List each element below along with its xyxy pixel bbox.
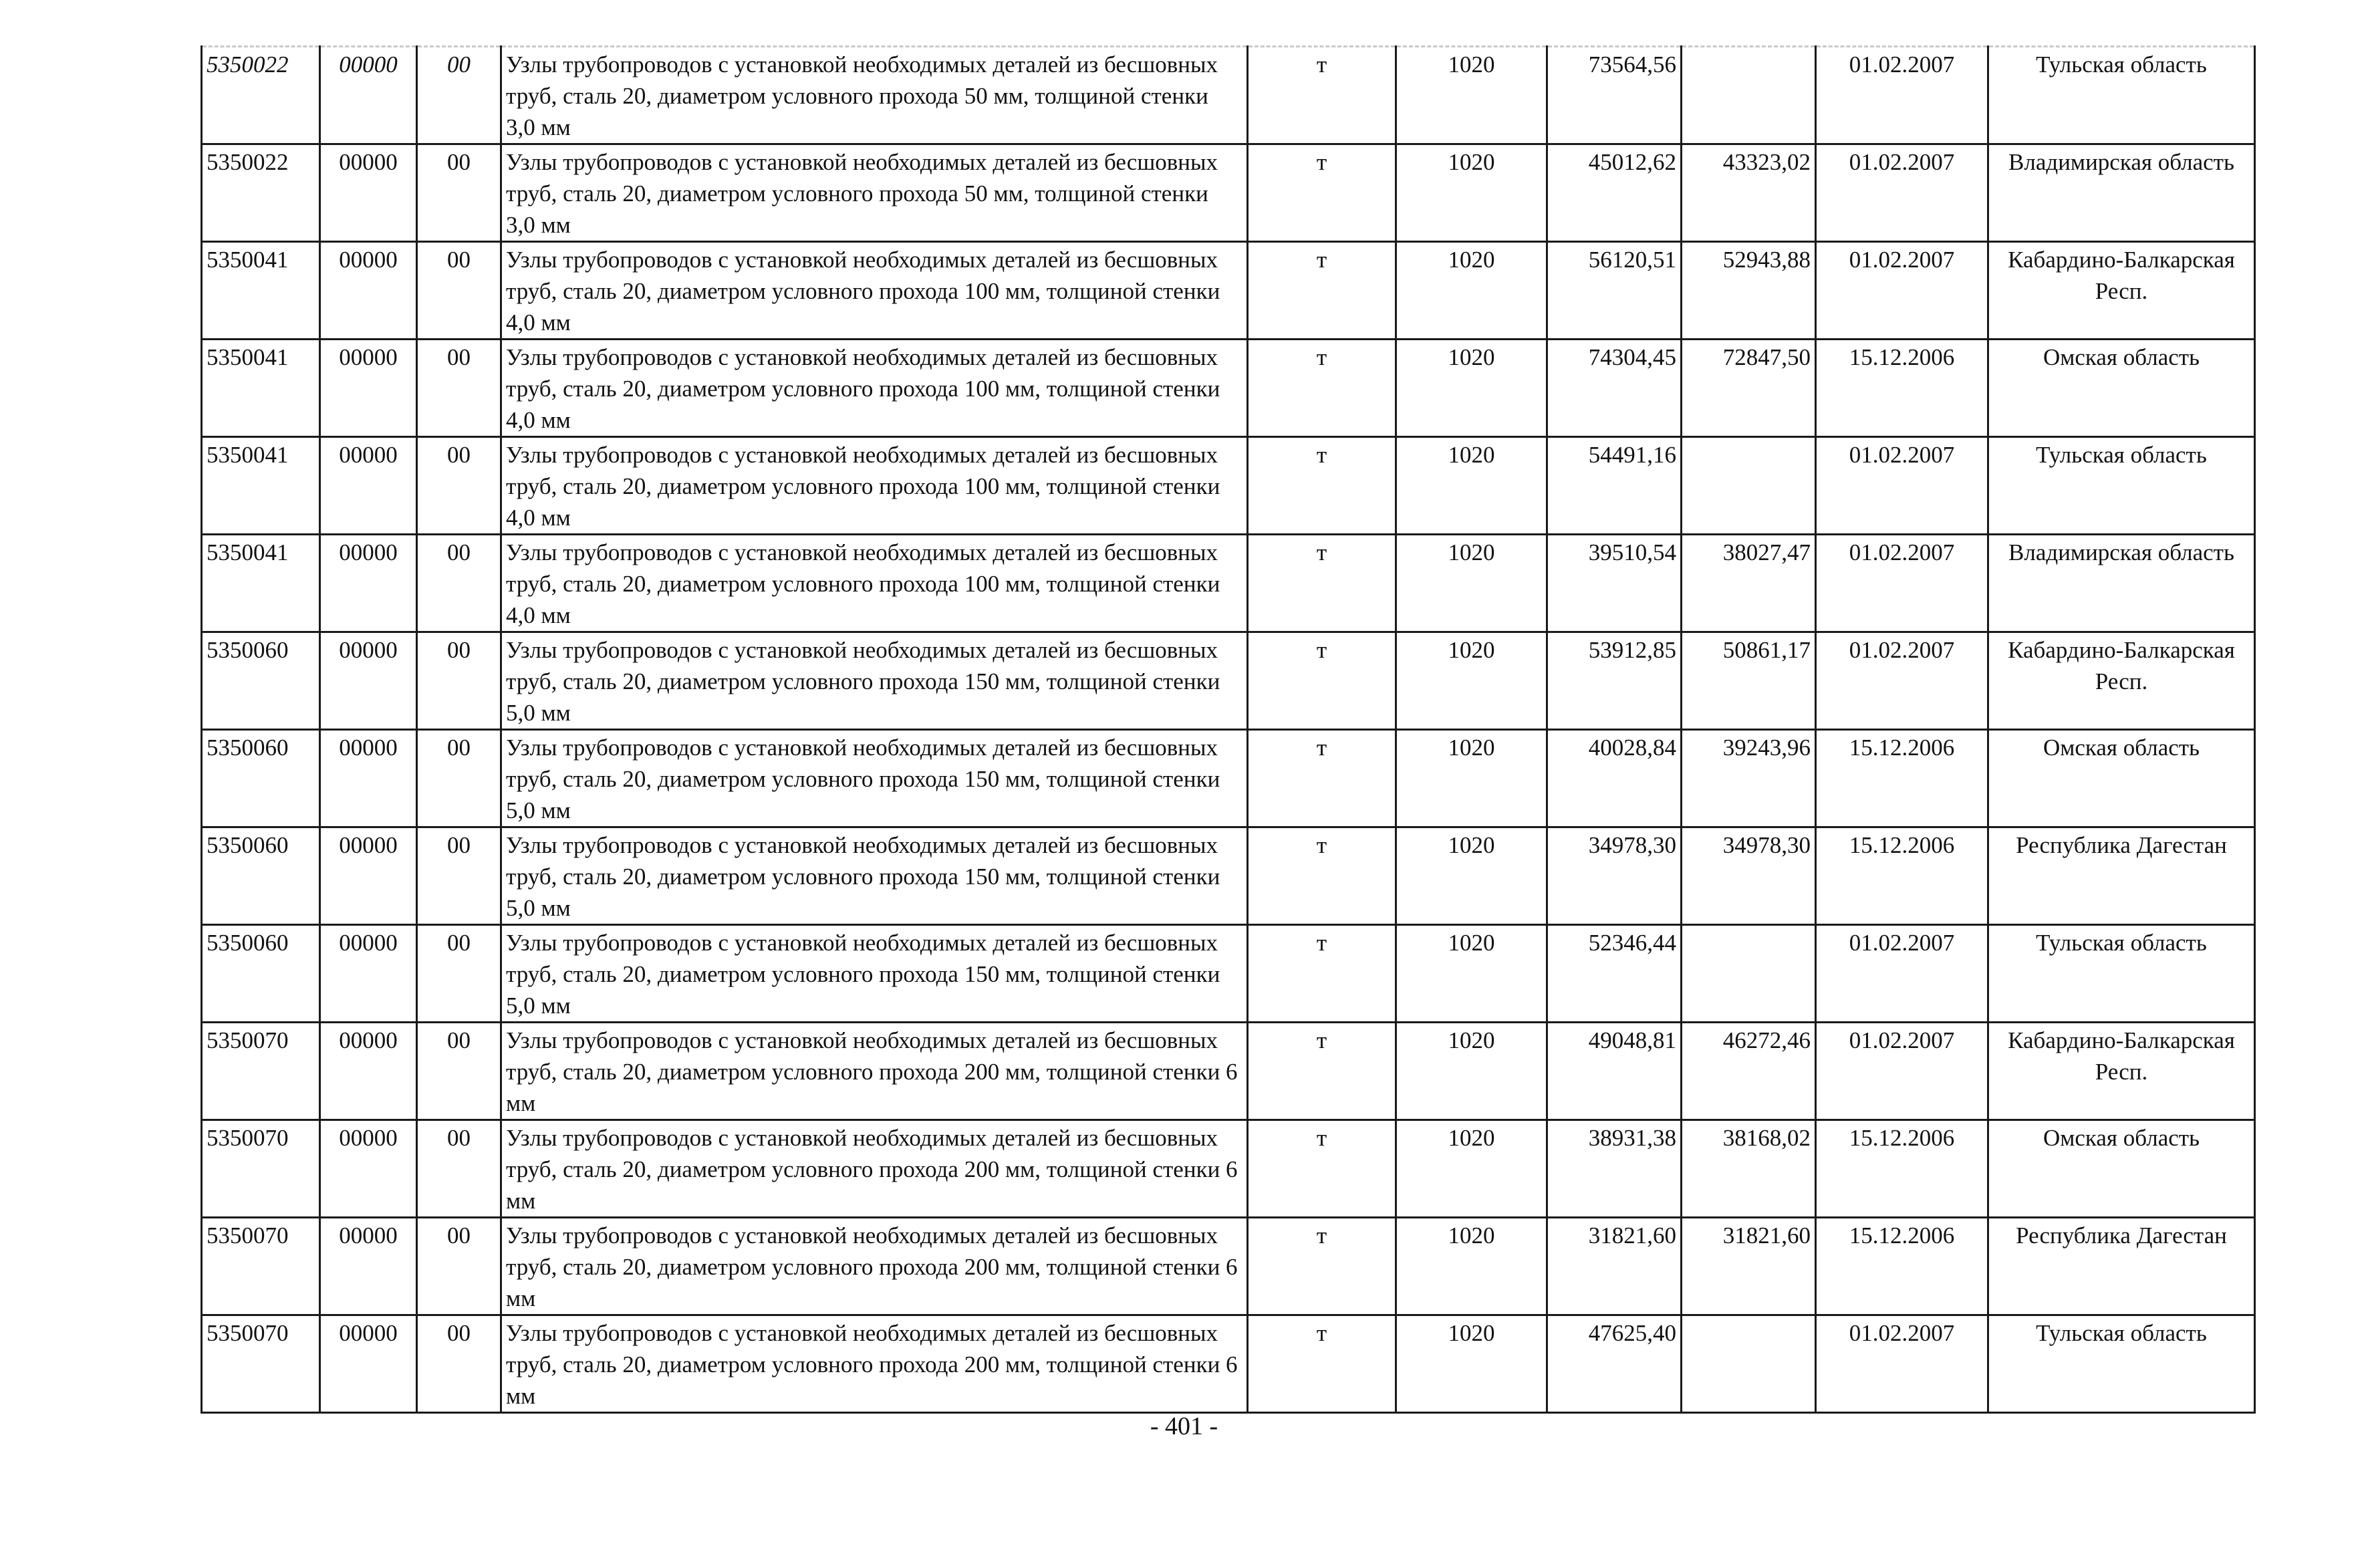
table-row	[202, 437, 2255, 535]
region-cell: Республика Дагестан	[1988, 827, 2255, 925]
table-row	[202, 632, 2255, 730]
product-code-cell: 5350060	[202, 632, 320, 730]
price-cell: 38931,38	[1547, 1120, 1682, 1218]
subcode-cell: 00000	[320, 47, 417, 144]
price-cell: 52346,44	[1547, 925, 1682, 1023]
product-name-cell: Узлы трубопроводов с установкой необходимых деталей из бесшовных труб, сталь 20, диаметром условного прохода 150 мм, толщиной стенки 5,0 мм	[501, 632, 1248, 730]
okei-code-cell: 1020	[1396, 47, 1547, 144]
price-excl-cell: 39243,96	[1682, 730, 1816, 827]
product-code-cell: 5350060	[202, 730, 320, 827]
price-cell: 39510,54	[1547, 535, 1682, 632]
region-cell: Омская область	[1988, 730, 2255, 827]
product-name-cell: Узлы трубопроводов с установкой необходимых деталей из бесшовных труб, сталь 20, диаметром условного прохода 200 мм, толщиной стенки 6 мм	[501, 1120, 1248, 1218]
subcode-cell: 00000	[320, 925, 417, 1023]
product-code-cell: 5350060	[202, 925, 320, 1023]
table-body	[202, 47, 2255, 1413]
product-code-cell: 5350041	[202, 535, 320, 632]
unit-cell: т	[1248, 242, 1396, 340]
price-excl-cell: 50861,17	[1682, 632, 1816, 730]
region-cell: Омская область	[1988, 340, 2255, 437]
product-name-cell: Узлы трубопроводов с установкой необходимых деталей из бесшовных труб, сталь 20, диаметром условного прохода 150 мм, толщиной стенки 5,0 мм	[501, 730, 1248, 827]
price-cell: 34978,30	[1547, 827, 1682, 925]
table-row	[202, 47, 2255, 144]
unit-cell: т	[1248, 340, 1396, 437]
subcode-cell: 00000	[320, 1120, 417, 1218]
table-row	[202, 242, 2255, 340]
okei-code-cell: 1020	[1396, 242, 1547, 340]
region-cell: Владимирская область	[1988, 535, 2255, 632]
price-excl-cell	[1682, 925, 1816, 1023]
subcode-cell: 00000	[320, 1023, 417, 1120]
product-code-cell: 5350070	[202, 1315, 320, 1413]
product-name-cell: Узлы трубопроводов с установкой необходимых деталей из бесшовных труб, сталь 20, диаметром условного прохода 100 мм, толщиной стенки 4,0 мм	[501, 535, 1248, 632]
okei-code-cell: 1020	[1396, 144, 1547, 242]
okei-code-cell: 1020	[1396, 1315, 1547, 1413]
suffix-cell: 00	[417, 535, 501, 632]
price-excl-cell: 34978,30	[1682, 827, 1816, 925]
date-cell: 01.02.2007	[1816, 144, 1988, 242]
suffix-cell: 00	[417, 730, 501, 827]
product-code-cell: 5350041	[202, 437, 320, 535]
suffix-cell: 00	[417, 340, 501, 437]
unit-cell: т	[1248, 925, 1396, 1023]
price-excl-cell: 72847,50	[1682, 340, 1816, 437]
product-code-cell: 5350041	[202, 242, 320, 340]
date-cell: 15.12.2006	[1816, 1218, 1988, 1315]
price-excl-cell	[1682, 1315, 1816, 1413]
table-row	[202, 1023, 2255, 1120]
product-name-cell: Узлы трубопроводов с установкой необходимых деталей из бесшовных труб, сталь 20, диаметром условного прохода 200 мм, толщиной стенки 6 мм	[501, 1218, 1248, 1315]
date-cell: 01.02.2007	[1816, 437, 1988, 535]
subcode-cell: 00000	[320, 730, 417, 827]
region-cell: Кабардино-Балкарская Респ.	[1988, 1023, 2255, 1120]
unit-cell: т	[1248, 1120, 1396, 1218]
date-cell: 01.02.2007	[1816, 632, 1988, 730]
price-excl-cell	[1682, 437, 1816, 535]
unit-cell: т	[1248, 144, 1396, 242]
suffix-cell: 00	[417, 47, 501, 144]
unit-cell: т	[1248, 1315, 1396, 1413]
date-cell: 15.12.2006	[1816, 827, 1988, 925]
price-cell: 74304,45	[1547, 340, 1682, 437]
date-cell: 15.12.2006	[1816, 730, 1988, 827]
price-cell: 56120,51	[1547, 242, 1682, 340]
okei-code-cell: 1020	[1396, 632, 1547, 730]
suffix-cell: 00	[417, 437, 501, 535]
region-cell: Тульская область	[1988, 925, 2255, 1023]
price-excl-cell: 46272,46	[1682, 1023, 1816, 1120]
subcode-cell: 00000	[320, 632, 417, 730]
region-cell: Кабардино-Балкарская Респ.	[1988, 242, 2255, 340]
date-cell: 15.12.2006	[1816, 340, 1988, 437]
price-excl-cell	[1682, 47, 1816, 144]
subcode-cell: 00000	[320, 242, 417, 340]
product-code-cell: 5350022	[202, 144, 320, 242]
product-code-cell: 5350022	[202, 47, 320, 144]
date-cell: 01.02.2007	[1816, 1315, 1988, 1413]
suffix-cell: 00	[417, 1218, 501, 1315]
product-name-cell: Узлы трубопроводов с установкой необходимых деталей из бесшовных труб, сталь 20, диаметром условного прохода 50 мм, толщиной стенки 3,0 мм	[501, 144, 1248, 242]
region-cell: Тульская область	[1988, 437, 2255, 535]
product-name-cell: Узлы трубопроводов с установкой необходимых деталей из бесшовных труб, сталь 20, диаметром условного прохода 100 мм, толщиной стенки 4,0 мм	[501, 242, 1248, 340]
subcode-cell: 00000	[320, 1218, 417, 1315]
product-code-cell: 5350070	[202, 1218, 320, 1315]
price-excl-cell: 43323,02	[1682, 144, 1816, 242]
table-row	[202, 1315, 2255, 1413]
table-row	[202, 535, 2255, 632]
suffix-cell: 00	[417, 1023, 501, 1120]
date-cell: 01.02.2007	[1816, 1023, 1988, 1120]
price-cell: 49048,81	[1547, 1023, 1682, 1120]
price-table	[201, 45, 2256, 1414]
unit-cell: т	[1248, 730, 1396, 827]
unit-cell: т	[1248, 632, 1396, 730]
suffix-cell: 00	[417, 632, 501, 730]
price-excl-cell: 38168,02	[1682, 1120, 1816, 1218]
product-name-cell: Узлы трубопроводов с установкой необходимых деталей из бесшовных труб, сталь 20, диаметром условного прохода 50 мм, толщиной стенки 3,0 мм	[501, 47, 1248, 144]
suffix-cell: 00	[417, 1120, 501, 1218]
date-cell: 01.02.2007	[1816, 535, 1988, 632]
product-code-cell: 5350060	[202, 827, 320, 925]
suffix-cell: 00	[417, 1315, 501, 1413]
date-cell: 01.02.2007	[1816, 925, 1988, 1023]
table-row	[202, 827, 2255, 925]
okei-code-cell: 1020	[1396, 1218, 1547, 1315]
suffix-cell: 00	[417, 827, 501, 925]
unit-cell: т	[1248, 535, 1396, 632]
table-row	[202, 144, 2255, 242]
subcode-cell: 00000	[320, 340, 417, 437]
suffix-cell: 00	[417, 242, 501, 340]
price-cell: 53912,85	[1547, 632, 1682, 730]
okei-code-cell: 1020	[1396, 1023, 1547, 1120]
price-cell: 54491,16	[1547, 437, 1682, 535]
table-row	[202, 925, 2255, 1023]
region-cell: Кабардино-Балкарская Респ.	[1988, 632, 2255, 730]
table-row	[202, 1218, 2255, 1315]
product-name-cell: Узлы трубопроводов с установкой необходимых деталей из бесшовных труб, сталь 20, диаметром условного прохода 200 мм, толщиной стенки 6 мм	[501, 1023, 1248, 1120]
price-excl-cell: 52943,88	[1682, 242, 1816, 340]
date-cell: 01.02.2007	[1816, 47, 1988, 144]
suffix-cell: 00	[417, 144, 501, 242]
region-cell: Тульская область	[1988, 47, 2255, 144]
product-name-cell: Узлы трубопроводов с установкой необходимых деталей из бесшовных труб, сталь 20, диаметром условного прохода 150 мм, толщиной стенки 5,0 мм	[501, 827, 1248, 925]
okei-code-cell: 1020	[1396, 535, 1547, 632]
price-cell: 73564,56	[1547, 47, 1682, 144]
product-code-cell: 5350070	[202, 1023, 320, 1120]
okei-code-cell: 1020	[1396, 437, 1547, 535]
page-number: - 401 -	[1150, 1412, 1218, 1440]
okei-code-cell: 1020	[1396, 827, 1547, 925]
product-name-cell: Узлы трубопроводов с установкой необходимых деталей из бесшовных труб, сталь 20, диаметром условного прохода 100 мм, толщиной стенки 4,0 мм	[501, 340, 1248, 437]
subcode-cell: 00000	[320, 437, 417, 535]
product-name-cell: Узлы трубопроводов с установкой необходимых деталей из бесшовных труб, сталь 20, диаметром условного прохода 200 мм, толщиной стенки 6 мм	[501, 1315, 1248, 1413]
okei-code-cell: 1020	[1396, 730, 1547, 827]
subcode-cell: 00000	[320, 1315, 417, 1413]
suffix-cell: 00	[417, 925, 501, 1023]
price-excl-cell: 31821,60	[1682, 1218, 1816, 1315]
unit-cell: т	[1248, 1023, 1396, 1120]
unit-cell: т	[1248, 827, 1396, 925]
unit-cell: т	[1248, 47, 1396, 144]
region-cell: Владимирская область	[1988, 144, 2255, 242]
subcode-cell: 00000	[320, 144, 417, 242]
region-cell: Тульская область	[1988, 1315, 2255, 1413]
table-row	[202, 1120, 2255, 1218]
price-cell: 45012,62	[1547, 144, 1682, 242]
okei-code-cell: 1020	[1396, 340, 1547, 437]
price-excl-cell: 38027,47	[1682, 535, 1816, 632]
product-code-cell: 5350041	[202, 340, 320, 437]
subcode-cell: 00000	[320, 535, 417, 632]
region-cell: Республика Дагестан	[1988, 1218, 2255, 1315]
product-name-cell: Узлы трубопроводов с установкой необходимых деталей из бесшовных труб, сталь 20, диаметром условного прохода 100 мм, толщиной стенки 4,0 мм	[501, 437, 1248, 535]
unit-cell: т	[1248, 437, 1396, 535]
product-name-cell: Узлы трубопроводов с установкой необходимых деталей из бесшовных труб, сталь 20, диаметром условного прохода 150 мм, толщиной стенки 5,0 мм	[501, 925, 1248, 1023]
date-cell: 15.12.2006	[1816, 1120, 1988, 1218]
price-cell: 40028,84	[1547, 730, 1682, 827]
unit-cell: т	[1248, 1218, 1396, 1315]
okei-code-cell: 1020	[1396, 925, 1547, 1023]
okei-code-cell: 1020	[1396, 1120, 1547, 1218]
product-code-cell: 5350070	[202, 1120, 320, 1218]
price-cell: 47625,40	[1547, 1315, 1682, 1413]
table-row	[202, 730, 2255, 827]
date-cell: 01.02.2007	[1816, 242, 1988, 340]
price-cell: 31821,60	[1547, 1218, 1682, 1315]
table-row	[202, 340, 2255, 437]
subcode-cell: 00000	[320, 827, 417, 925]
region-cell: Омская область	[1988, 1120, 2255, 1218]
